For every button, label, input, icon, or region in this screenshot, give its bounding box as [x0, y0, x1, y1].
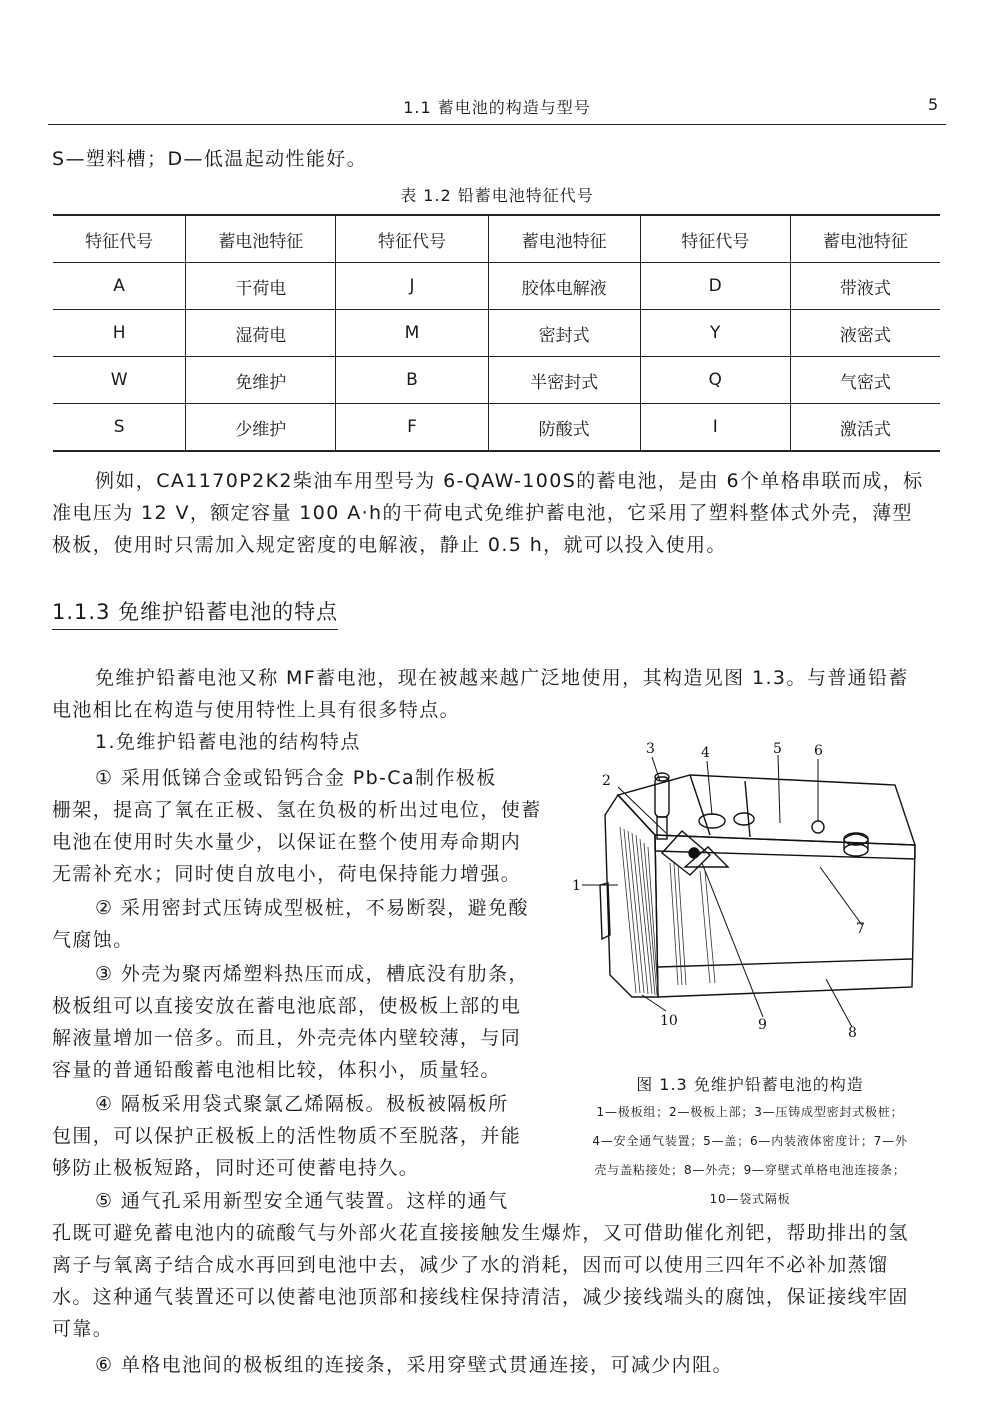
- table-caption: 表 1.2 铅蓄电池特征代号: [400, 186, 594, 205]
- table-header-cell: 特征代号: [640, 215, 790, 263]
- table-cell: 带液式: [839, 278, 891, 299]
- body-line: 孔既可避免蓄电池内的硫酸气与外部火花直接接触发生爆炸，又可借助催化剂钯，帮助排出的氢: [52, 1222, 909, 1244]
- example-line: 例如，CA1170P2K2柴油车用型号为 6-QAW-100S的蓄电池，是由 6个单格串联而成，标: [95, 470, 924, 492]
- body-line: ③ 外壳为聚丙烯塑料热压而成，槽底没有肋条，: [95, 963, 529, 985]
- figure-label: 5: [773, 741, 782, 757]
- table-cell: 免维护: [186, 357, 336, 404]
- body-line: 栅架，提高了氧在正极、氢在负极的析出过电位，使蓄: [52, 799, 542, 821]
- figure-legend-line: 4—安全通气装置；5—盖；6—内装液体密度计；7—外: [592, 1134, 908, 1148]
- figure-label: 3: [646, 741, 655, 757]
- table-header-cell: 特征代号: [336, 215, 488, 263]
- body-line: 包围，可以保护正极板上的活性物质不至脱落，并能: [52, 1125, 522, 1147]
- feature-code-table: [53, 214, 940, 452]
- table-row: [53, 263, 940, 310]
- table-cell: 干荷电: [186, 263, 336, 310]
- table-header-row: [53, 215, 940, 263]
- body-line: 解液量增加一倍多。而且，外壳壳体内壁较薄，与同: [52, 1027, 522, 1049]
- figure-label: 7: [856, 921, 865, 937]
- table-cell: I: [640, 404, 790, 452]
- example-line: 准电压为 12 V，额定容量 100 A·h的干荷电式免维护蓄电池，它采用了塑料整体式外壳，薄型: [52, 502, 913, 524]
- body-line: ④ 隔板采用袋式聚氯乙烯隔板。极板被隔板所: [95, 1093, 509, 1115]
- table-cell: B: [336, 357, 488, 404]
- hydrometer-eye: [812, 821, 824, 833]
- figure-caption: 图 1.3 免维护铅蓄电池的构造: [636, 1075, 864, 1094]
- table-cell: 湿荷电: [186, 310, 336, 357]
- body-line: 可靠。: [52, 1318, 114, 1340]
- table-cell: H: [53, 310, 186, 357]
- battery-structure-figure: [560, 735, 940, 1065]
- body-line: ⑤ 通气孔采用新型安全通气装置。这样的通气: [95, 1190, 509, 1212]
- terminal-post-right: [844, 844, 868, 856]
- figure-legend-line: 壳与盖粘接处；8—外壳；9—穿壁式单格电池连接条；: [594, 1163, 906, 1177]
- table-cell: 胶体电解液: [488, 263, 640, 310]
- figure-label: 10: [660, 1013, 678, 1029]
- table-cell: S: [53, 404, 186, 452]
- figure-label: 4: [701, 745, 710, 761]
- table-header-cell: 蓄电池特征: [488, 215, 640, 263]
- header-rule: [48, 124, 946, 125]
- table-cell: 防酸式: [488, 404, 640, 452]
- intro-line: S—塑料槽；D—低温起动性能好。: [52, 148, 368, 170]
- example-line: 极板，使用时只需加入规定密度的电解液，静止 0.5 h，就可以投入使用。: [52, 534, 727, 556]
- table-cell: 气密式: [839, 372, 891, 393]
- body-line: 极板组可以直接安放在蓄电池底部，使极板上部的电: [52, 995, 522, 1017]
- table-cell: A: [53, 263, 186, 310]
- section-heading: 1.1.3 免维护铅蓄电池的特点: [52, 596, 338, 630]
- leader-lines: [582, 755, 862, 1027]
- table-row: [53, 310, 940, 357]
- body-line: ① 采用低锑合金或铅钙合金 Pb-Ca制作极板: [95, 767, 497, 789]
- table-header-cell: 蓄电池特征: [822, 231, 908, 252]
- table-cell: Y: [640, 310, 790, 357]
- figure-label: 2: [602, 773, 611, 789]
- figure-label: 8: [848, 1025, 857, 1041]
- section-intro-line: 电池相比在构造与使用特性上具有很多特点。: [52, 699, 461, 721]
- table-cell: J: [336, 263, 488, 310]
- figure-label: 9: [758, 1017, 767, 1033]
- figure-legend: [560, 1098, 940, 1214]
- figure-legend-line: 10—袋式隔板: [709, 1192, 791, 1206]
- body-line: 容量的普通铅酸蓄电池相比较，体积小，质量轻。: [52, 1059, 501, 1081]
- table-cell: M: [336, 310, 488, 357]
- cutaway-side: [605, 795, 658, 997]
- body-line: 够防止极板短路，同时还可使蓄电持久。: [52, 1157, 420, 1179]
- page-number: 5: [928, 95, 939, 114]
- figure-label: 1: [572, 878, 581, 894]
- table-cell: 密封式: [488, 310, 640, 357]
- subheading: 1.免维护铅蓄电池的结构特点: [95, 731, 361, 753]
- body-line: ② 采用密封式压铸成型极桩，不易断裂，避免酸: [95, 897, 529, 919]
- table-row: [53, 357, 940, 404]
- body-line: ⑥ 单格电池间的极板组的连接条，采用穿壁式贯通连接，可减少内阻。: [95, 1354, 733, 1376]
- body-line: 水。这种通气装置还可以使蓄电池顶部和接线柱保持清洁，减少接线端头的腐蚀，保证接线牢固: [52, 1286, 909, 1308]
- figure-legend-line: 1—极板组；2—极板上部；3—压铸成型密封式极桩；: [596, 1105, 904, 1119]
- table-header-cell: 特征代号: [53, 215, 186, 263]
- figure-label: 6: [814, 743, 823, 759]
- body-line: 无需补充水；同时使自放电小，荷电保持能力增强。: [52, 863, 522, 885]
- battery-lid: [618, 775, 915, 845]
- section-intro-line: 免维护铅蓄电池又称 MF蓄电池，现在被越来越广泛地使用，其构造见图 1.3。与普通铅蓄: [95, 667, 909, 689]
- table-cell: 激活式: [839, 419, 891, 440]
- body-line: 电池在使用时失水量少，以保证在整个使用寿命期内: [52, 831, 522, 853]
- body-line: 离子与氧离子结合成水再回到电池中去，减少了水的消耗，因而可以使用三四年不必补加蒸馏: [52, 1254, 889, 1276]
- table-row: [53, 404, 940, 452]
- table-cell: D: [640, 263, 790, 310]
- safety-vent: [699, 814, 725, 828]
- body-line: 气腐蚀。: [52, 929, 134, 951]
- running-header: 1.1 蓄电池的构造与型号: [403, 98, 591, 117]
- table-cell: 少维护: [186, 404, 336, 452]
- table-cell: Q: [640, 357, 790, 404]
- table-cell: 液密式: [839, 325, 891, 346]
- table-cell: 半密封式: [488, 357, 640, 404]
- table-cell: W: [53, 357, 186, 404]
- table-header-cell: 蓄电池特征: [186, 215, 336, 263]
- table-cell: F: [336, 404, 488, 452]
